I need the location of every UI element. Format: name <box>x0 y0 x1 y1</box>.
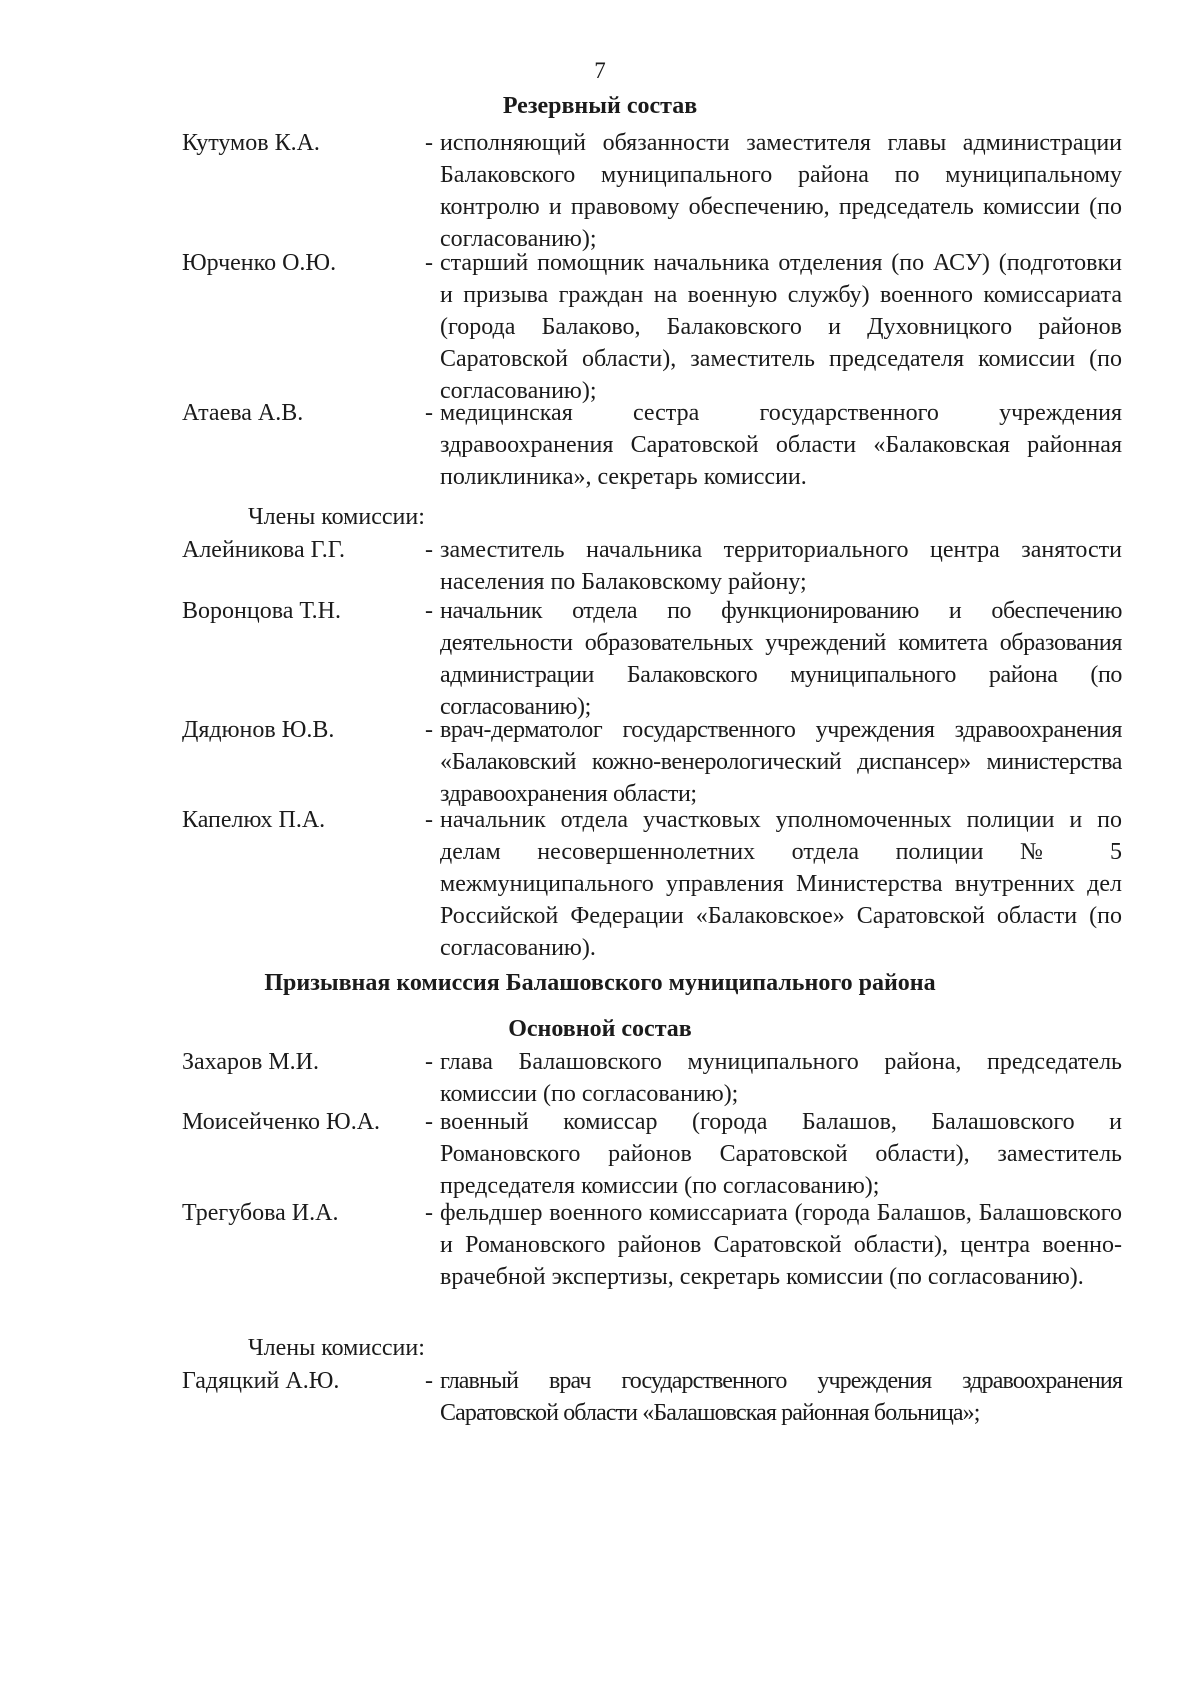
entry-name: Юрченко О.Ю. <box>182 250 337 276</box>
member-name: Воронцова Т.Н. <box>182 598 341 624</box>
member-dash: - <box>425 537 433 563</box>
member-name: Гадяцкий А.Ю. <box>182 1368 340 1394</box>
entry-dash: - <box>425 1109 433 1135</box>
entry-description: старший помощник начальника отделения (по АСУ) (подготовки и призыва граждан на военную службу) военного комиссариата (города Балаково, Балаковского и Духовницкого районов Саратовской области), заместитель председателя комиссии (по согласованию); <box>440 250 1122 404</box>
entry-dash: - <box>425 130 433 156</box>
members-label: Члены комиссии: <box>248 504 425 530</box>
members-label: Члены комиссии: <box>248 1335 425 1361</box>
section-heading-main: Основной состав <box>508 1016 692 1042</box>
entry-description: военный комиссар (города Балашов, Балашовского и Романовского районов Саратовской области), заместитель председателя комиссии (по согласованию); <box>440 1109 1122 1199</box>
member-dash: - <box>425 598 433 624</box>
member-name: Алейникова Г.Г. <box>182 537 345 563</box>
member-description: врач-дерматолог государственного учреждения здравоохранения «Балаковский кожно-венерологический диспансер» министерства здравоохранения области; <box>440 717 1122 807</box>
member-name: Дядюнов Ю.В. <box>182 717 335 743</box>
entry-name: Кутумов К.А. <box>182 130 320 156</box>
entry-dash: - <box>425 1200 433 1226</box>
entry-description: исполняющий обязанности заместителя главы администрации Балаковского муниципального района по муниципальному контролю и правовому обеспечению, председатель комиссии (по согласованию); <box>440 130 1122 252</box>
entry-name: Моисейченко Ю.А. <box>182 1109 381 1135</box>
entry-name: Атаева А.В. <box>182 400 304 426</box>
member-dash: - <box>425 807 433 833</box>
member-dash: - <box>425 717 433 743</box>
entry-dash: - <box>425 400 433 426</box>
section-heading-reserve: Резервный состав <box>502 93 698 119</box>
page-number: 7 <box>594 58 606 83</box>
entry-description: глава Балашовского муниципального района, председатель комиссии (по согласованию); <box>440 1049 1122 1107</box>
member-description: заместитель начальника территориального центра занятости населения по Балаковскому району; <box>440 537 1122 595</box>
member-name: Капелюх П.А. <box>182 807 326 833</box>
entry-description: фельдшер военного комиссариата (города Балашов, Балашовского и Романовского районов Саратовской области), центра военно-врачебной экспертизы, секретарь комиссии (по согласованию). <box>440 1200 1122 1290</box>
member-description: начальник отдела участковых уполномоченных полиции и по делам несовершеннолетних отдела полиции № 5 межмуниципального управления Министерства внутренних дел Российской Федерации «Балаковское» Саратовской области (по согласованию). <box>440 807 1122 961</box>
member-description: начальник отдела по функционированию и обеспечению деятельности образовательных учреждений комитета образования администрации Балаковского муниципального района (по согласованию); <box>440 598 1122 720</box>
entry-description: медицинская сестра государственного учреждения здравоохранения Саратовской области «Балаковская районная поликлиника», секретарь комиссии. <box>440 400 1122 490</box>
commission-title: Призывная комиссия Балашовского муниципального района <box>264 970 936 996</box>
entry-dash: - <box>425 1049 433 1075</box>
entry-name: Трегубова И.А. <box>182 1200 339 1226</box>
entry-name: Захаров М.И. <box>182 1049 320 1075</box>
entry-dash: - <box>425 250 433 276</box>
member-dash: - <box>425 1368 433 1394</box>
member-description: главный врач государственного учреждения здравоохранения Саратовской области «Балашовская районная больница»; <box>440 1368 1122 1426</box>
